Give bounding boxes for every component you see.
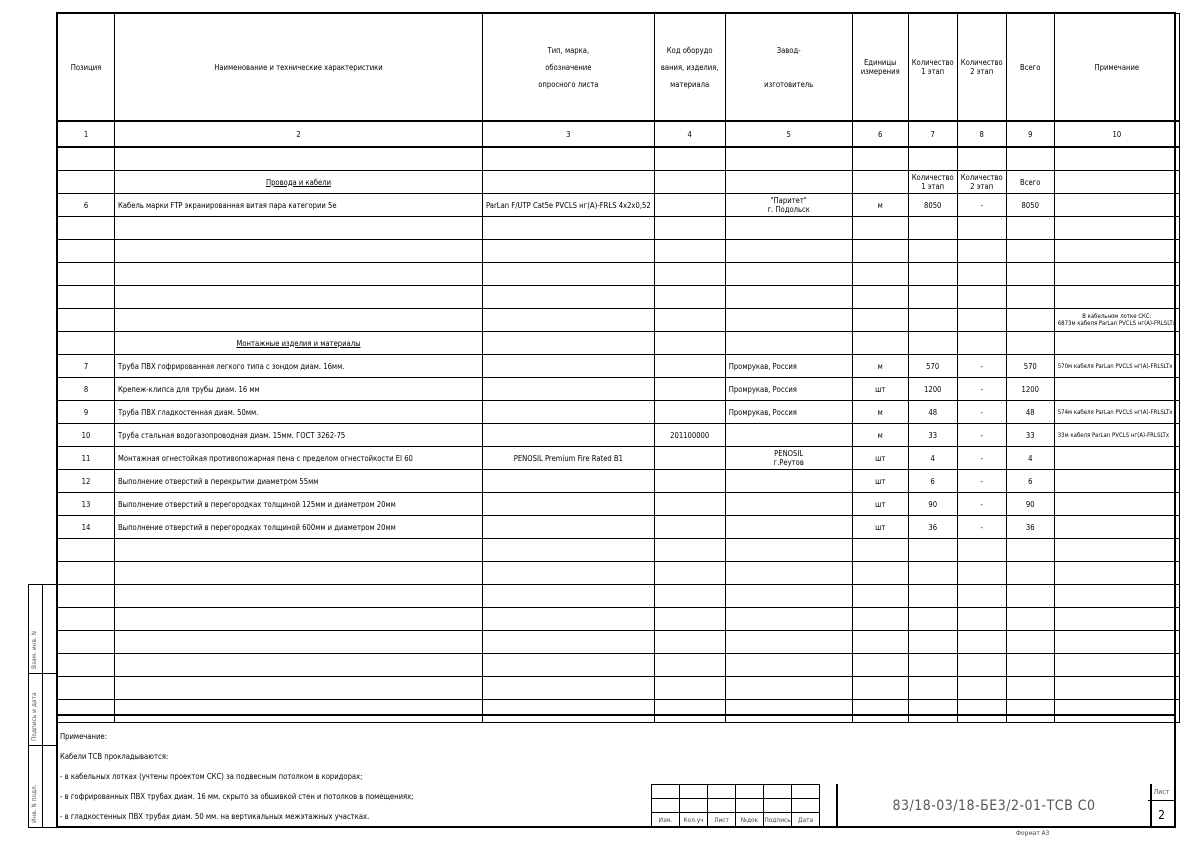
col-number: 7 (908, 121, 957, 147)
row-maker: "Паритет" г. Подольск (725, 194, 852, 217)
notes-line: - в гладкостенных ПВХ трубах диам. 50 мм. на вертикальных межэтажных участках. (60, 812, 370, 821)
row-qty2: - (957, 424, 1006, 447)
row-unit: шт (852, 516, 908, 539)
side-podpis-data: Подпись и дата (30, 692, 38, 741)
sheet-number-box (1148, 784, 1175, 828)
row-qty2: - (957, 447, 1006, 470)
stamp-list: Лист (708, 813, 736, 827)
document-code: 83/18-03/18-БЕ3/2-01-ТСВ С0 (836, 784, 1152, 828)
col-number: 3 (483, 121, 655, 147)
subheader-qty1: Количество 1 этап (908, 171, 957, 194)
header-name: Наименование и технические характеристики (115, 14, 483, 122)
row-name: Выполнение отверстий в перегородках толщиной 125мм и диаметром 20мм (115, 493, 483, 516)
header-qty1: Количество 1 этап (908, 14, 957, 122)
stamp-ndok: №док (736, 813, 764, 827)
col-number: 5 (725, 121, 852, 147)
row-qty1: 90 (908, 493, 957, 516)
header-position: Позиция (58, 14, 115, 122)
row-name: Труба ПВХ гофрированная легкого типа с зондом диам. 16мм. (115, 355, 483, 378)
table-row (58, 562, 1180, 585)
sheet-label: Лист (1148, 784, 1175, 801)
row-qty2: - (957, 355, 1006, 378)
table-row (58, 147, 1180, 171)
table-row (58, 447, 1180, 470)
row-name: Кабель марки FTP экранированная витая пара категории 5е (115, 194, 483, 217)
table-row (58, 493, 1180, 516)
stamp-izm: Изм. (652, 813, 680, 827)
table-row (58, 585, 1180, 608)
col-number: 2 (115, 121, 483, 147)
section-wires-row (58, 171, 1180, 194)
notes-line: Кабели ТСВ прокладываются: (60, 752, 169, 761)
row-qty1: 1200 (908, 378, 957, 401)
row-note: 33м кабеля ParLan PVCLS нг(А)-FRLSLTx (1054, 424, 1179, 447)
row-qty2: - (957, 516, 1006, 539)
row-note: 574м кабеля ParLan PVCLS нг(А)-FRLSLTx (1054, 401, 1179, 424)
row-unit: шт (852, 470, 908, 493)
row-position: 11 (58, 447, 115, 470)
header-total: Всего (1006, 14, 1054, 122)
row-qty1: 4 (908, 447, 957, 470)
section-title-wires: Провода и кабели (115, 171, 483, 194)
table-row (58, 240, 1180, 263)
notes-line: - в кабельных лотках (учтены проектом СКС) за подвесным потолком в коридорах; (60, 772, 363, 781)
row-total: 48 (1006, 401, 1054, 424)
row-name: Выполнение отверстий в перегородках толщиной 600мм и диаметром 20мм (115, 516, 483, 539)
specification-table (57, 13, 1180, 723)
row-total: 570 (1006, 355, 1054, 378)
row-unit: м (852, 194, 908, 217)
table-row (58, 677, 1180, 700)
header-maker: Завод- изготовитель (725, 14, 852, 122)
table-row (58, 263, 1180, 286)
row-name: Монтажная огнестойкая противопожарная пена с пределом огнестойкости EI 60 (115, 447, 483, 470)
row-qty1: 36 (908, 516, 957, 539)
table-row (58, 424, 1180, 447)
row-qty1: 33 (908, 424, 957, 447)
row-position: 7 (58, 355, 115, 378)
header-code: Код оборудо вания, изделия, материала (654, 14, 725, 122)
row-qty1: 570 (908, 355, 957, 378)
row-unit: м (852, 424, 908, 447)
row-qty2: - (957, 493, 1006, 516)
row-qty2: - (957, 401, 1006, 424)
row-type: ParLan F/UTP Cat5e PVCLS нг(А)-FRLS 4х2х0,52 (483, 194, 655, 217)
subheader-qty2: Количество 2 этап (957, 171, 1006, 194)
format-label: Формат А3 (1016, 829, 1050, 837)
row-total: 8050 (1006, 194, 1054, 217)
table-row (58, 309, 1180, 332)
header-type: Тип, марка, обозначение опросного листа (483, 14, 655, 122)
row-name: Труба стальная водогазопроводная диам. 15мм. ГОСТ 3262-75 (115, 424, 483, 447)
table-row (58, 631, 1180, 654)
row-total: 6 (1006, 470, 1054, 493)
row-type: PENOSIL Premium Fire Rated B1 (483, 447, 655, 470)
row-position: 9 (58, 401, 115, 424)
header-unit: Единицы измерения (852, 14, 908, 122)
row-qty1: 8050 (908, 194, 957, 217)
stamp-data: Дата (792, 813, 820, 827)
row-note: 570м кабеля ParLan PVCLS нг(А)-FRLSLTx (1054, 355, 1179, 378)
row-name: Выполнение отверстий в перекрытии диаметром 55мм (115, 470, 483, 493)
col-number: 8 (957, 121, 1006, 147)
side-vzam-inv: Взам. инв. N (30, 631, 38, 669)
header-qty2: Количество 2 этап (957, 14, 1006, 122)
row-qty2: - (957, 378, 1006, 401)
revision-stamp (651, 784, 820, 827)
row-total: 33 (1006, 424, 1054, 447)
row-maker: PENOSIL г.Реутов (725, 447, 852, 470)
row-total: 36 (1006, 516, 1054, 539)
col-number: 1 (58, 121, 115, 147)
table-row (58, 355, 1180, 378)
col-number: 9 (1006, 121, 1054, 147)
subheader-total: Всего (1006, 171, 1054, 194)
table-row (58, 516, 1180, 539)
row-unit: м (852, 401, 908, 424)
row-maker: Промрукав, Россия (725, 355, 852, 378)
row-qty1: 6 (908, 470, 957, 493)
table-row (58, 401, 1180, 424)
side-stamp (28, 584, 56, 828)
col-number: 10 (1054, 121, 1179, 147)
row-unit: шт (852, 447, 908, 470)
row-position: 14 (58, 516, 115, 539)
column-numbers-row (58, 121, 1180, 147)
header-note: Примечание (1054, 14, 1179, 122)
row-qty1: 48 (908, 401, 957, 424)
col-number: 4 (654, 121, 725, 147)
row-note: В кабельном лотке СКС: 6873м кабеля ParLan PVCLS нг(А)-FRLSLTx (1054, 309, 1179, 332)
row-position: 6 (58, 194, 115, 217)
stamp-podpis: Подпись (764, 813, 792, 827)
table-row (58, 286, 1180, 309)
row-name: Крепеж-клипса для трубы диам. 16 мм (115, 378, 483, 401)
side-inv-podl: Инв. N подл. (30, 784, 38, 823)
notes-title: Примечание: (60, 732, 107, 741)
row-total: 90 (1006, 493, 1054, 516)
table-row (58, 654, 1180, 677)
row-unit: шт (852, 378, 908, 401)
row-code: 201100000 (654, 424, 725, 447)
row-total: 4 (1006, 447, 1054, 470)
row-total: 1200 (1006, 378, 1054, 401)
table-row (58, 470, 1180, 493)
stamp-kol-uch: Кол.уч (680, 813, 708, 827)
table-row (58, 608, 1180, 631)
notes-line: - в гофрированных ПВХ трубах диам. 16 мм. скрыто за обшивкой стен и потолков в помещениях; (60, 792, 414, 801)
general-notes (60, 727, 414, 827)
row-position: 8 (58, 378, 115, 401)
row-maker: Промрукав, Россия (725, 378, 852, 401)
section-mounting-row (58, 332, 1180, 355)
row-unit: м (852, 355, 908, 378)
row-position: 10 (58, 424, 115, 447)
table-row (58, 378, 1180, 401)
row-maker: Промрукав, Россия (725, 401, 852, 424)
row-qty2: - (957, 470, 1006, 493)
row-unit: шт (852, 493, 908, 516)
table-row (58, 217, 1180, 240)
table-row (58, 194, 1180, 217)
row-position: 12 (58, 470, 115, 493)
section-title-mounting: Монтажные изделия и материалы (115, 332, 483, 355)
header-row (58, 14, 1180, 122)
col-number: 6 (852, 121, 908, 147)
row-position: 13 (58, 493, 115, 516)
sheet-number: 2 (1158, 808, 1165, 822)
row-name: Труба ПВХ гладкостенная диам. 50мм. (115, 401, 483, 424)
row-qty2: - (957, 194, 1006, 217)
table-row (58, 539, 1180, 562)
